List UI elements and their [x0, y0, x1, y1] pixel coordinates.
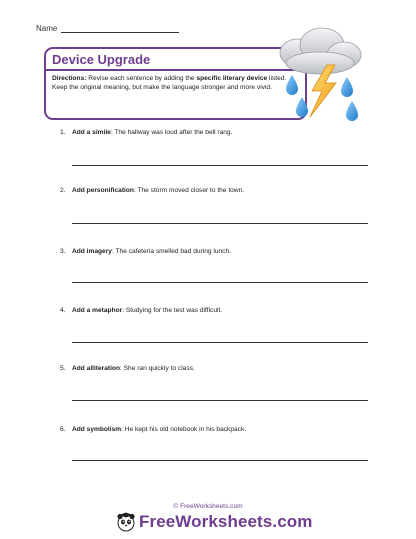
- directions-emphasis: specific literary device: [196, 75, 268, 82]
- panda-logo-icon: [116, 512, 136, 532]
- question-2: [60, 187, 244, 194]
- raindrop-icon: [296, 97, 308, 117]
- raindrop-icon: [286, 75, 298, 95]
- brand-logo: [116, 512, 312, 532]
- raindrop-icon: [346, 101, 358, 121]
- answer-line-2[interactable]: [72, 223, 368, 224]
- question-number: 5.: [60, 365, 66, 372]
- question-number: 3.: [60, 248, 66, 255]
- storm-cloud-icon: [272, 25, 370, 130]
- question-6: [60, 426, 246, 433]
- name-blank-line[interactable]: [61, 24, 179, 33]
- question-4: [60, 307, 222, 314]
- copyright-url: © FreeWorksheets.com: [173, 503, 243, 510]
- directions-part-1: Revise each sentence by adding the: [86, 75, 197, 82]
- question-sentence: : The storm moved closer to the town.: [133, 187, 245, 194]
- question-sentence: : The hallway was loud after the bell rang.: [110, 129, 233, 136]
- question-device: Add imagery: [72, 248, 112, 255]
- name-field: [36, 24, 179, 33]
- question-3: [60, 248, 231, 255]
- answer-line-4[interactable]: [72, 342, 368, 343]
- answer-line-3[interactable]: [72, 282, 368, 283]
- answer-line-5[interactable]: [72, 400, 368, 401]
- question-1: [60, 129, 232, 136]
- worksheet-title: Device Upgrade: [52, 52, 151, 67]
- question-number: 1.: [60, 129, 66, 136]
- question-device: Add alliteration: [72, 365, 120, 372]
- question-device: Add a simile: [72, 129, 111, 136]
- question-sentence: : She ran quickly to class.: [120, 365, 195, 372]
- answer-line-6[interactable]: [72, 460, 368, 461]
- name-label: Name: [36, 24, 58, 33]
- title-divider: [46, 69, 305, 71]
- question-number: 6.: [60, 426, 66, 433]
- brand-name[interactable]: FreeWorksheets.com: [139, 512, 313, 531]
- question-sentence: : He kept his old notebook in his backpack.: [121, 426, 247, 433]
- question-device: Add symbolism: [72, 426, 122, 433]
- question-number: 4.: [60, 307, 66, 314]
- question-device: Add personification: [72, 187, 134, 194]
- directions-text: [52, 74, 296, 93]
- question-device: Add a metaphor: [72, 307, 123, 314]
- question-number: 2.: [60, 187, 66, 194]
- question-5: [60, 365, 195, 372]
- answer-line-1[interactable]: [72, 165, 368, 166]
- cloud-shape: [280, 28, 361, 74]
- directions-part-2: listed. Keep the original meaning, but make the language stronger and more vivid.: [52, 75, 287, 92]
- question-sentence: : Studying for the test was difficult.: [122, 307, 223, 314]
- directions-label: Directions:: [52, 75, 87, 82]
- question-sentence: : The cafeteria smelled bad during lunch.: [111, 248, 231, 255]
- directions-box: [44, 47, 307, 120]
- raindrop-icon: [341, 77, 353, 97]
